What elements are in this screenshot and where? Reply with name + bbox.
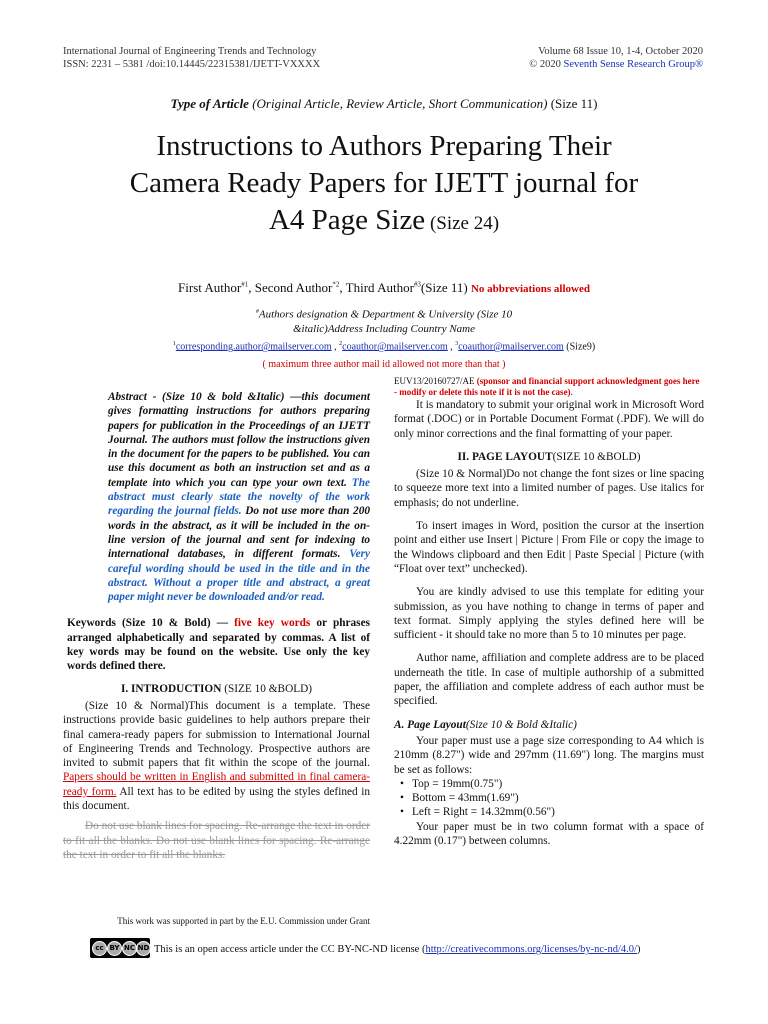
affiliation: #Authors designation & Department & University (Size 10 &italic)Address Including Country Name — [255, 308, 513, 335]
list-item: • Top = 19mm(0.75") — [412, 777, 704, 791]
volume-issue: Volume 68 Issue 10, 1-4, October 2020 — [538, 46, 703, 57]
column-format-text: Your paper must be in two column format with a space of 4.22mm (0.17") between columns. — [394, 820, 704, 848]
section-heading-page-layout: II. PAGE LAYOUT(SIZE 10 &BOLD) — [457, 450, 641, 463]
running-header-right — [529, 45, 703, 71]
article-type-line — [0, 96, 768, 112]
article-type-label: Type of Article — [170, 96, 249, 111]
subsection-heading-page-layout: A. Page Layout(Size 10 & Bold &Italic) — [394, 718, 577, 731]
section-heading-introduction: I. INTRODUCTION (SIZE 10 &BOLD) — [120, 682, 313, 695]
margins-list — [394, 777, 704, 820]
running-header-left — [63, 45, 320, 71]
journal-name: International Journal of Engineering Trends and Technology — [63, 46, 317, 57]
submission-format-text: It is mandatory to submit your original work in Microsoft Word format (.DOC) or in Portable Document Format (.PDF). We will do only minor corrections and the final formatting of your paper. — [394, 399, 704, 440]
template-advice-text: You are kindly advised to use this template for editing your submission, as you have nothing to change in terms of paper and text format. Simply applying the styles defined here will be sufficient - it should take no more than 5 to 10 minutes per page. — [394, 586, 704, 642]
keywords: Keywords (Size 10 & Bold) — five key words or phrases arranged alphabetically and separated by commas. A list of key words may be found on the website. Use only the key words defined there. — [67, 617, 370, 673]
introduction-text: (Size 10 & Normal)This document is a template. These instructions provide basic guidelines to help authors prepare their final camera-ready papers for submission to International Journal of Engineering Trends and Technology. Prospective authors are invited to submit papers that fit within the scope of the journal. Papers should be written in English and submitted in final camera-ready form. All text has to be edited by using the styles defined in this document. — [63, 699, 370, 813]
abstract: Abstract - (Size 10 & bold &Italic) —this document gives formatting instructions for authors preparing papers for publication in the Proceedings of an IJETT Journal. The authors must follow the instructions given in the document for the papers to be published. You can use this document as both an instruction set and as a template into which you can type your own text. The abstract must clearly state the novelty of the work regarding the journal fields. Do not use more than 200 words in the abstract, as it will be included in the on-line version of the journal and sent for indexing to international databases, in different formats. Very careful wording should be used in the title and in the abstract. Without a proper title and abstract, a great paper might never be downloaded and/or read. — [108, 391, 370, 604]
license-footer — [90, 938, 710, 960]
page-layout-text: (Size 10 & Normal)Do not change the font sizes or line spacing to squeeze more text into a limited number of pages. Use italics for emphasis; do not underline. — [394, 468, 704, 509]
email-link-1[interactable]: corresponding.author@mailserver.com — [175, 341, 332, 353]
struck-text: Do not use blank lines for spacing. Re-arrange the text in order to fit all the blanks. Do not use blank lines for spacing. Re-arrange the text in order to fit all the blanks. — [63, 820, 370, 861]
list-item: • Left = Right = 14.32mm(0.56") — [412, 805, 704, 819]
right-column — [394, 376, 704, 848]
paper-title: Instructions to Authors Preparing Their Camera Ready Papers for IJETT journal for A4 Page Size (Size 24) — [129, 130, 639, 236]
author-emails: $^1$corresponding.author@mailserver.com , $^2$coauthor@mailserver.com , $^3$coauthor@mailserver.com (Size9) — [172, 341, 596, 353]
author-list: First Author$^{\#1}$, Second Author$^{*2}$, Third Author$^{\#3}$(Size 11) No abbreviations allowed — [178, 280, 590, 295]
funding-footnote: This work was supported in part by the E.U. Commission under Grant — [117, 916, 370, 926]
left-column — [63, 390, 370, 862]
issn-doi: ISSN: 2231 – 5381 /doi:10.14445/22315381/IJETT-VXXXX — [63, 59, 321, 70]
copyright-line: © 2020 Seventh Sense Research Group® — [529, 59, 703, 70]
list-item: • Bottom = 43mm(1.69") — [412, 791, 704, 805]
license-text: This is an open access article under the CC BY-NC-ND license (http://creativecommons.org/licenses/by-nc-nd/4.0/) — [154, 944, 641, 955]
max-email-note: ( maximum three author mail id allowed not more than that ) — [262, 359, 506, 370]
no-abbreviations-note: No abbreviations allowed — [470, 283, 590, 295]
license-link[interactable]: http://creativecommons.org/licenses/by-nc-nd/4.0/ — [425, 944, 637, 955]
insert-images-text: To insert images in Word, position the cursor at the insertion point and either use Insert | Picture | From File or copy the image to the Windows clipboard and then Edit | Paste Special | Picture (with “Float over text” unchecked). — [394, 520, 704, 575]
publisher-name: Seventh Sense Research Group® — [563, 59, 703, 70]
article-type-options: (Original Article, Review Article, Short Communication) — [248, 96, 548, 111]
email-link-2[interactable]: coauthor@mailserver.com — [342, 341, 448, 353]
page-size-text: Your paper must use a page size corresponding to A4 which is 210mm (8.27") wide and 297mm (11.69") long. The margins must be set as follows: — [394, 734, 704, 776]
author-address-text: Author name, affiliation and complete address are to be placed underneath the title. In case of multiple authorship of a submitted paper, the affiliation and complete address of each author must be specified. — [394, 652, 704, 708]
email-link-3[interactable]: coauthor@mailserver.com — [458, 341, 564, 353]
article-type-size: (Size 11) — [547, 96, 598, 111]
sponsor-note: EUV13/20160727/AE (sponsor and financial support acknowledgment goes here - modify or delete this note if it is not the case). — [394, 376, 700, 397]
cc-license-badge-icon[interactable]: cc BY NC ND — [90, 938, 150, 958]
